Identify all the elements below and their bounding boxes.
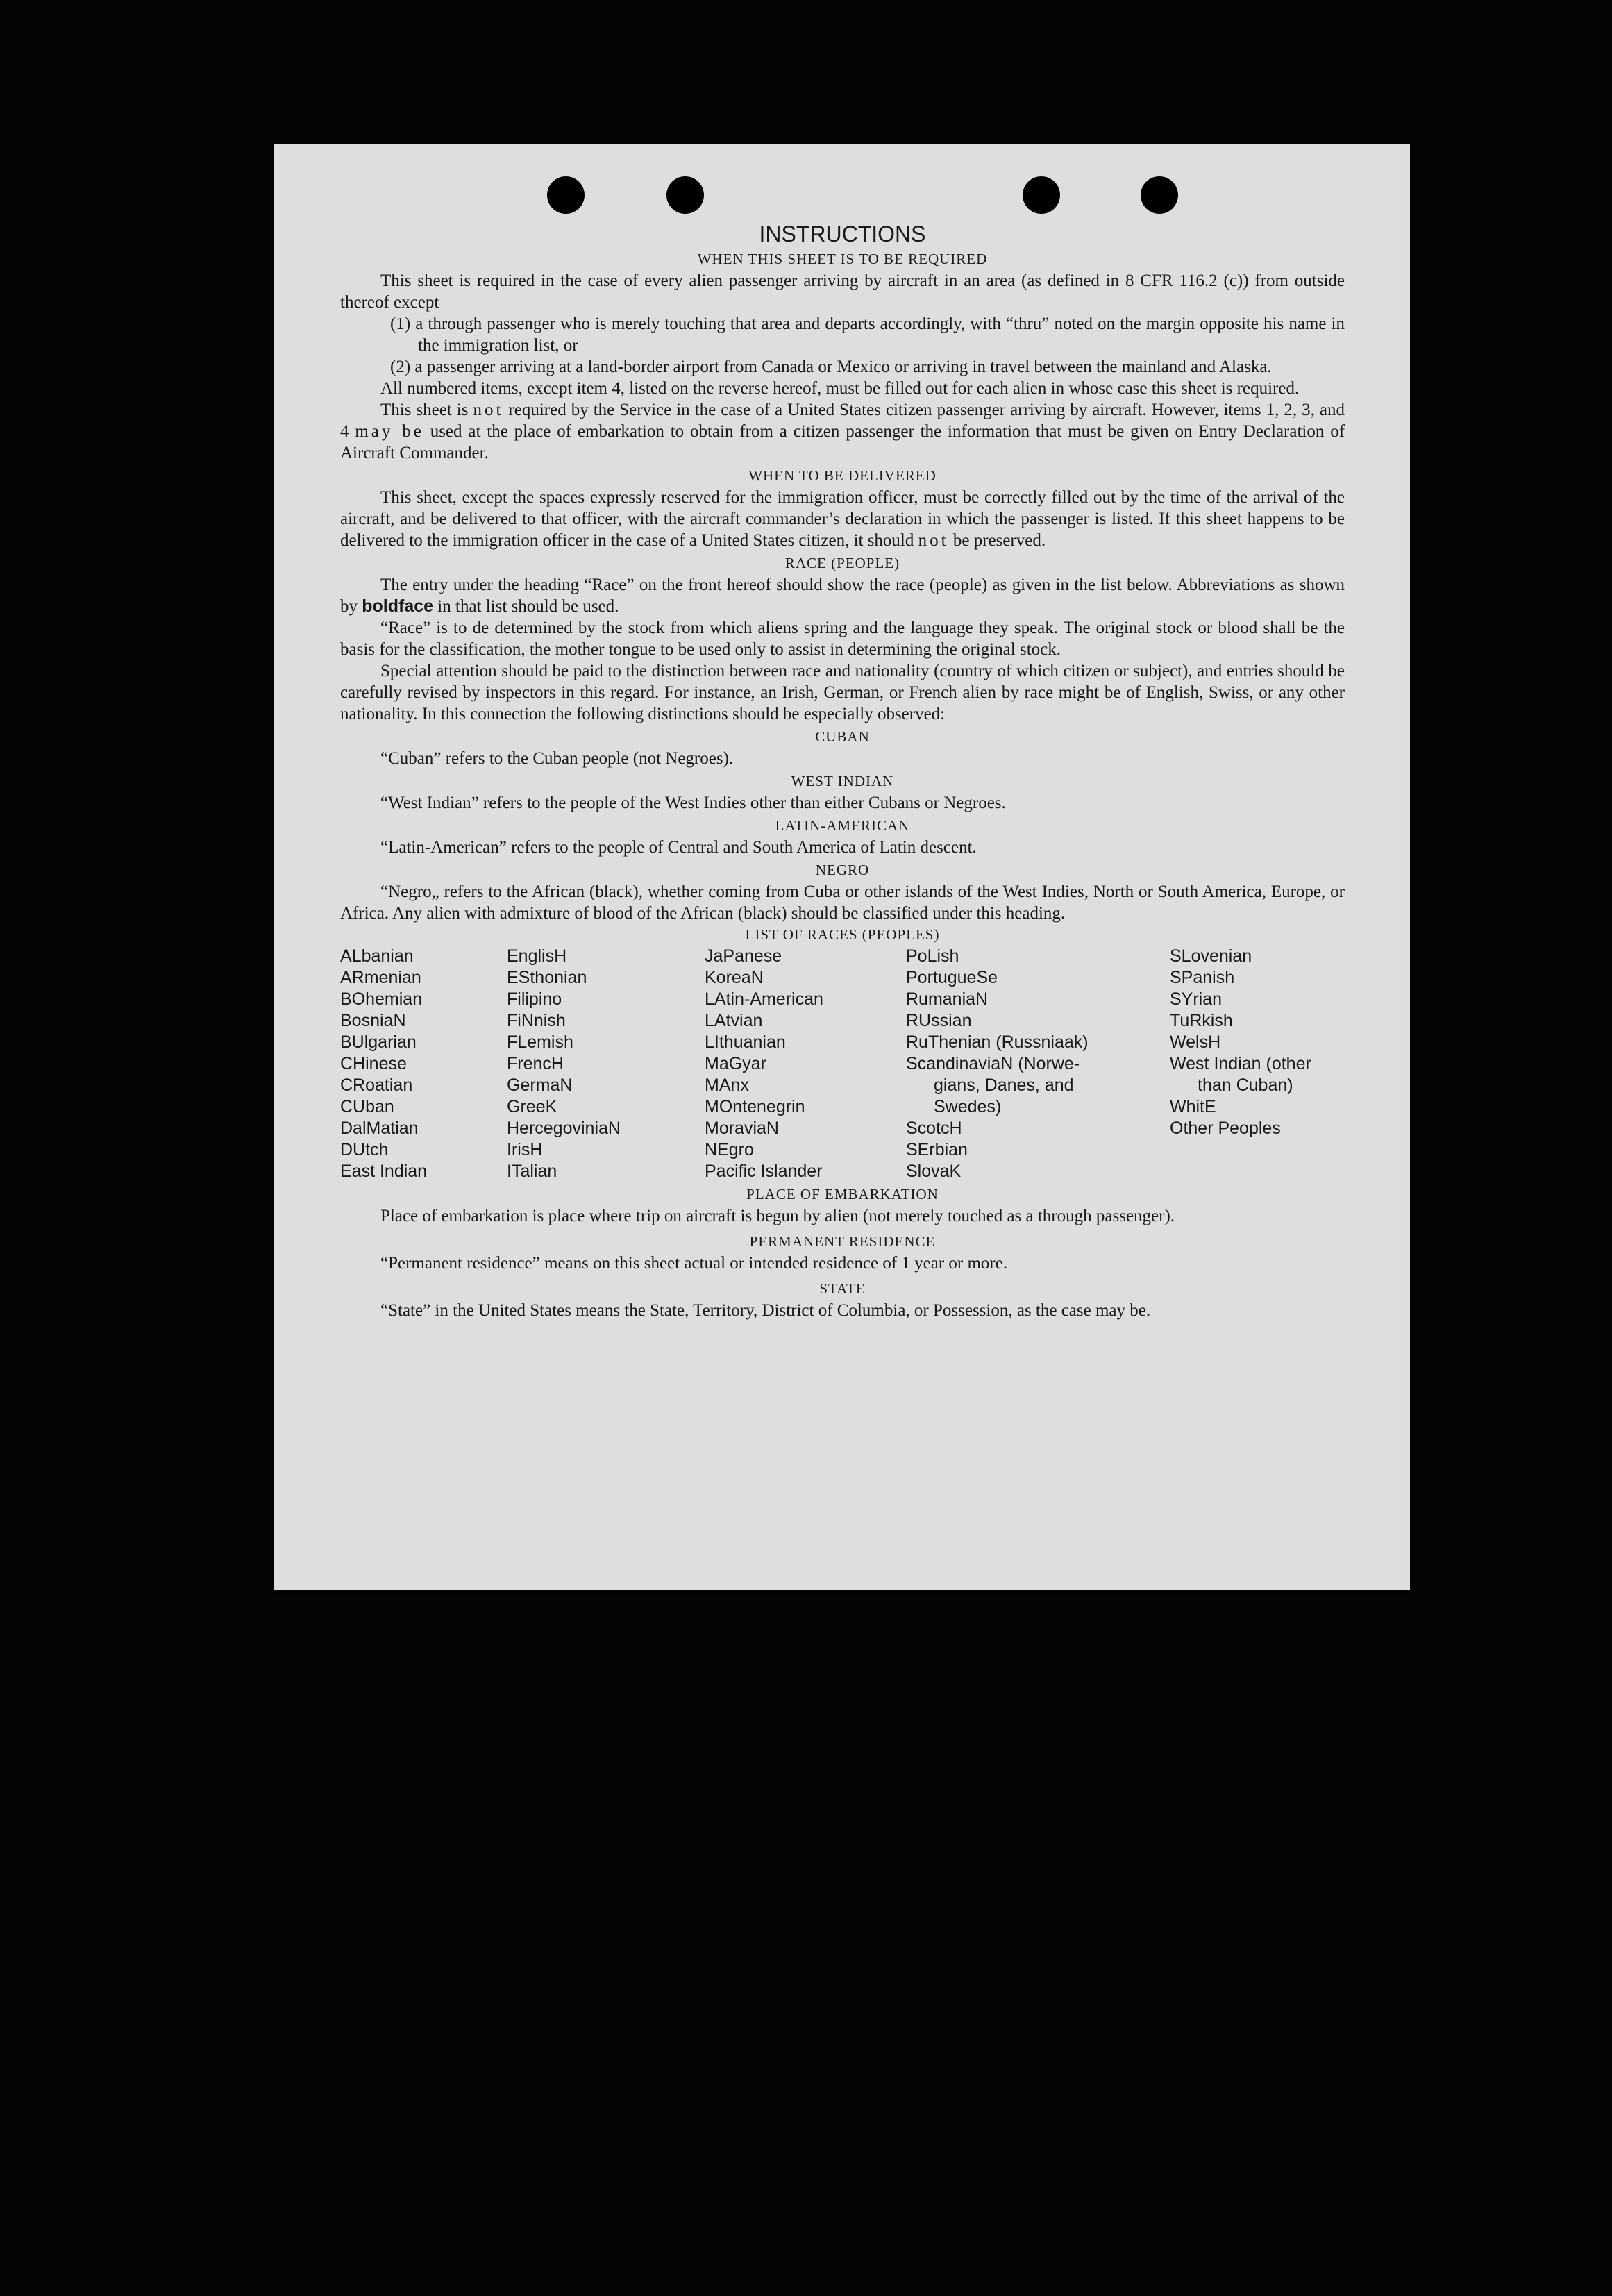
paragraph: “Negro„ refers to the African (black), whether coming from Cuba or other islands of the West Indies, North or South America, Europe, or Africa. Any alien with admixture of blood of the African (black) should be classified under this heading. (340, 882, 1345, 923)
race-entry: RuThenian (Russniaak) (906, 1032, 1089, 1052)
race-entry: LIthuanian (705, 1032, 786, 1052)
race-entry: SPanish (1170, 968, 1235, 987)
race-entry: gians, Danes, and (934, 1075, 1074, 1095)
race-entry: GermaN (507, 1075, 573, 1095)
document-page (274, 144, 1410, 1590)
punch-hole (1141, 176, 1178, 214)
race-entry: FiNnish (507, 1011, 566, 1030)
race-entry: IrisH (507, 1140, 543, 1159)
paragraph: “Latin-American” refers to the people of Central and South America of Latin descent. (380, 838, 977, 857)
race-entry: Filipino (507, 989, 562, 1009)
paragraph: Special attention should be paid to the distinction between race and nationality (country of which citizen or subject), and entries should be carefully revised by inspectors in this regard. For instance, an Irish, German, or French alien by race might be of English, Swiss, or any other nationality. In this connection the following distinctions should be especially observed: (340, 662, 1345, 723)
paragraph: The entry under the heading “Race” on the front hereof should show the race (people) as given in the list below. Abbreviations as shown by boldface in that list should be used. (340, 576, 1345, 616)
race-entry: SYrian (1170, 989, 1223, 1009)
page-title: INSTRUCTIONS (759, 221, 926, 246)
punch-hole (666, 176, 704, 214)
section-heading-embarkation: PLACE OF EMBARKATION (746, 1186, 939, 1203)
race-entry: SLovenian (1170, 946, 1252, 966)
race-entry: RUssian (906, 1011, 972, 1030)
punch-hole (547, 176, 585, 214)
race-entry: JaPanese (705, 946, 782, 966)
race-entry: CRoatian (340, 1075, 413, 1095)
race-entry: ScandinaviaN (Norwe- (906, 1054, 1080, 1073)
race-entry: BosniaN (340, 1011, 406, 1030)
race-entry: PoLish (906, 946, 959, 966)
race-entry: SErbian (906, 1140, 968, 1159)
section-heading-delivered: WHEN TO BE DELIVERED (748, 467, 937, 484)
race-entry: West Indian (other (1170, 1054, 1311, 1073)
document-body (340, 221, 1345, 1321)
race-entry: MOntenegrin (705, 1097, 805, 1116)
section-heading-race: RACE (PEOPLE) (784, 555, 900, 571)
race-entry: CHinese (340, 1054, 407, 1073)
paragraph: This sheet is required in the case of every alien passenger arriving by aircraft in an area (as defined in 8 CFR 116.2 (c)) from outside thereof except (340, 271, 1345, 312)
race-entry: than Cuban) (1198, 1075, 1293, 1095)
race-entry: TuRkish (1170, 1011, 1233, 1030)
race-entry: East Indian (340, 1162, 428, 1181)
paragraph: “Permanent residence” means on this sheet actual or intended residence of 1 year or more. (380, 1254, 1008, 1273)
paragraph: “West Indian” refers to the people of the West Indies other than either Cubans or Negroes. (380, 794, 1006, 812)
races-column (340, 946, 507, 1182)
race-entry: MAnx (705, 1075, 749, 1095)
section-heading-state: STATE (819, 1280, 866, 1297)
race-entry: ITalian (507, 1162, 557, 1181)
races-column (906, 946, 1170, 1182)
race-entry: FrencH (507, 1054, 564, 1073)
race-entry: PortugueSe (906, 968, 998, 987)
paragraph: “Race” is to de determined by the stock from which aliens spring and the language they speak. The original stock or blood shall be the basis for the classification, the mother tongue to be used only to assist in determining the original stock. (340, 619, 1345, 659)
list-item: (2) a passenger arriving at a land-border airport from Canada or Mexico or arriving in travel between the mainland and Alaska. (390, 358, 1272, 376)
paragraph: This sheet, except the spaces expressly reserved for the immigration officer, must be correctly filled out by the time of the arrival of the aircraft, and be delivered to that officer, with the aircraft commander’s declaration in which the passenger is listed. If this sheet happens to be delivered to the immigration officer in the case of a United States citizen, it should not be preserved. (340, 488, 1345, 550)
paragraph: This sheet is not required by the Service in the case of a United States citizen passenger arriving by aircraft. However, items 1, 2, 3, and 4 may be used at the place of embarkation to obtain from a citizen passenger the information that must be given on Entry Declaration of Aircraft Commander. (340, 401, 1345, 462)
race-entry: LAtin-American (705, 989, 823, 1009)
race-entry: FLemish (507, 1032, 573, 1052)
race-entry: Other Peoples (1170, 1118, 1281, 1138)
paragraph: “Cuban” refers to the Cuban people (not Negroes). (380, 749, 734, 768)
race-entry: NEgro (705, 1140, 754, 1159)
race-entry: HercegoviniaN (507, 1118, 621, 1138)
list-item: (1) a through passenger who is merely touching that area and departs accordingly, with “thru” noted on the margin opposite his name in the immigration list, or (390, 315, 1345, 355)
paragraph: Place of embarkation is place where trip on aircraft is begun by alien (not merely touched as a through passenger). (380, 1207, 1175, 1225)
section-heading-west-indian: WEST INDIAN (791, 773, 894, 789)
section-heading-required: WHEN THIS SHEET IS TO BE REQUIRED (697, 251, 988, 267)
race-entry: BOhemian (340, 989, 423, 1009)
section-heading-latin-american: LATIN-AMERICAN (775, 817, 910, 834)
section-heading-races-list: LIST OF RACES (PEOPLES) (745, 926, 940, 943)
races-list (340, 946, 1345, 1182)
section-heading-residence: PERMANENT RESIDENCE (749, 1233, 936, 1250)
race-entry: MoraviaN (705, 1118, 779, 1138)
section-heading-negro: NEGRO (815, 862, 870, 878)
races-column (507, 946, 705, 1182)
race-entry: SlovaK (906, 1162, 962, 1181)
race-entry: DUtch (340, 1140, 389, 1159)
section-heading-cuban: CUBAN (815, 728, 870, 745)
race-entry: ALbanian (340, 946, 414, 966)
race-entry: Pacific Islander (705, 1162, 823, 1181)
race-entry: Swedes) (934, 1097, 1002, 1116)
race-entry: MaGyar (705, 1054, 766, 1073)
race-entry: ScotcH (906, 1118, 962, 1138)
race-entry: EnglisH (507, 946, 567, 966)
race-entry: RumaniaN (906, 989, 989, 1009)
race-entry: KoreaN (705, 968, 764, 987)
race-entry: WelsH (1170, 1032, 1221, 1052)
race-entry: GreeK (507, 1097, 557, 1116)
race-entry: CUban (340, 1097, 394, 1116)
race-entry: ESthonian (507, 968, 587, 987)
race-entry: DalMatian (340, 1118, 419, 1138)
races-column (705, 946, 906, 1182)
races-column (1170, 946, 1345, 1182)
race-entry: WhitE (1170, 1097, 1216, 1116)
race-entry: BUlgarian (340, 1032, 417, 1052)
race-entry: LAtvian (705, 1011, 763, 1030)
race-entry: ARmenian (340, 968, 421, 987)
punch-hole (1023, 176, 1060, 214)
paragraph: “State” in the United States means the State, Territory, District of Columbia, or Possession, as the case may be. (380, 1301, 1151, 1320)
paragraph: All numbered items, except item 4, listed on the reverse hereof, must be filled out for each alien in whose case this sheet is required. (380, 379, 1300, 398)
